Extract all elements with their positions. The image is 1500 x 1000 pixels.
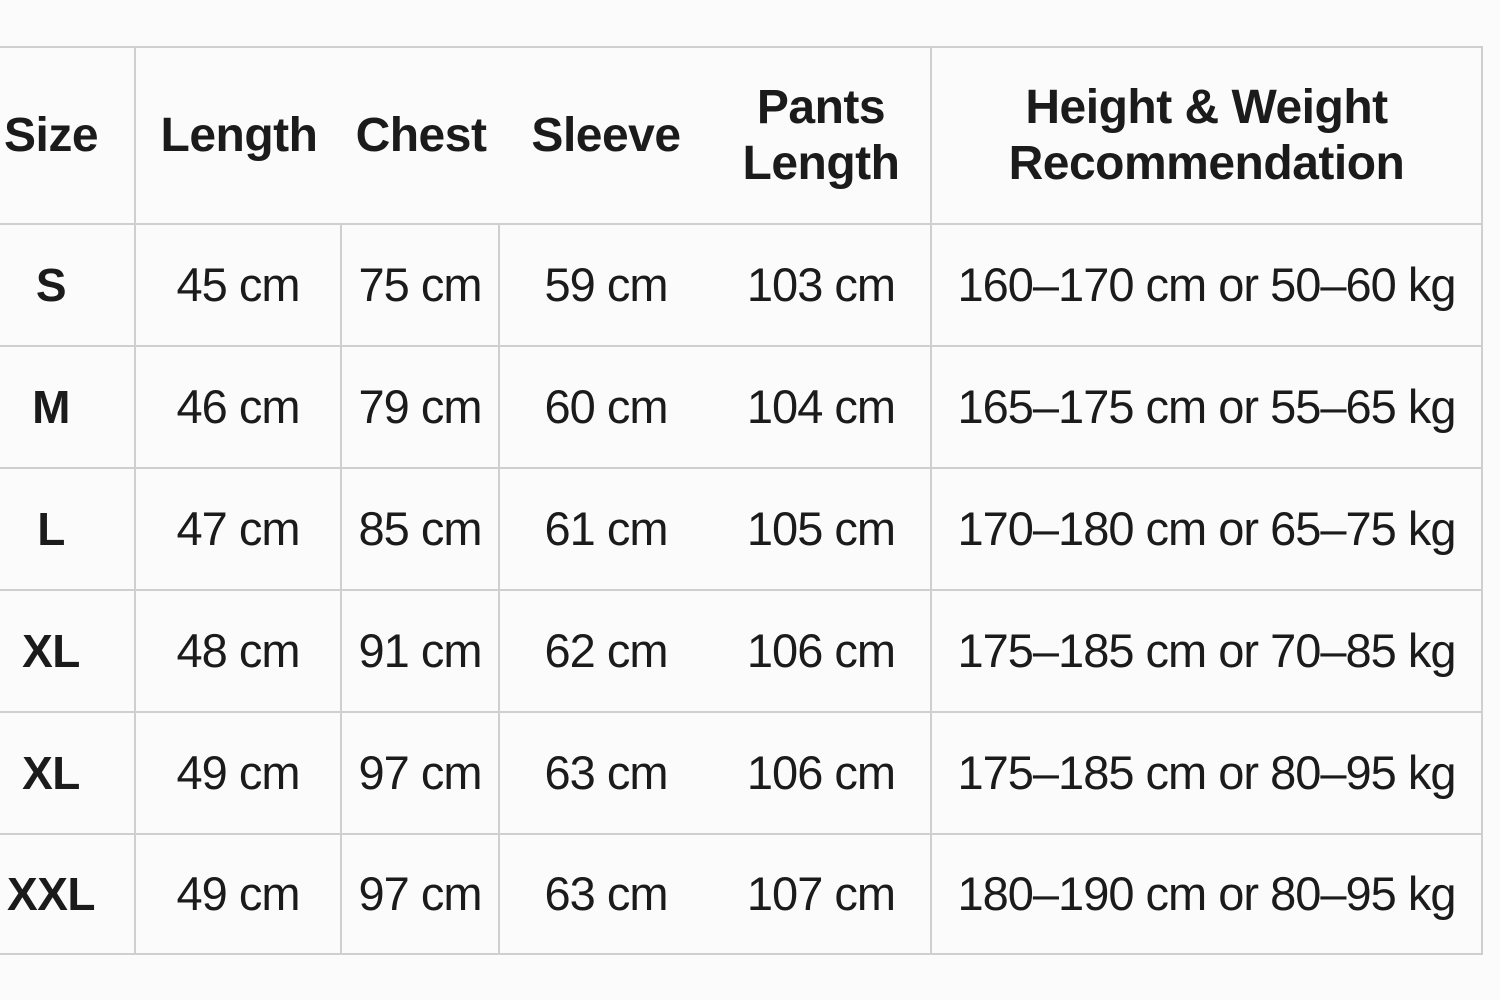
cell-length: 49 cm [136, 711, 342, 833]
table-row [0, 223, 1483, 345]
column-header-size: Size [0, 46, 136, 223]
cell-size: S [0, 223, 136, 345]
cell-chest: 97 cm [342, 711, 500, 833]
cell-chest: 97 cm [342, 833, 500, 955]
column-header-length: Length [136, 46, 342, 223]
table-row [0, 345, 1483, 467]
cell-height-weight: 175–185 cm or 80–95 kg [932, 711, 1483, 833]
column-header-chest: Chest [342, 46, 500, 223]
cell-chest: 79 cm [342, 345, 500, 467]
cell-size: XL [0, 589, 136, 711]
cell-size: XXL [0, 833, 136, 955]
cell-sleeve: 59 cm [500, 223, 712, 345]
column-header-height-weight: Height & Weight Recommendation [932, 46, 1483, 223]
cell-sleeve: 62 cm [500, 589, 712, 711]
cell-pants-length: 106 cm [712, 711, 932, 833]
cell-pants-length: 107 cm [712, 833, 932, 955]
table-row [0, 589, 1483, 711]
cell-height-weight: 180–190 cm or 80–95 kg [932, 833, 1483, 955]
cell-height-weight: 165–175 cm or 55–65 kg [932, 345, 1483, 467]
cell-chest: 85 cm [342, 467, 500, 589]
cell-height-weight: 175–185 cm or 70–85 kg [932, 589, 1483, 711]
cell-height-weight: 170–180 cm or 65–75 kg [932, 467, 1483, 589]
cell-pants-length: 104 cm [712, 345, 932, 467]
cell-height-weight: 160–170 cm or 50–60 kg [932, 223, 1483, 345]
table-body [0, 223, 1483, 955]
cell-length: 48 cm [136, 589, 342, 711]
cell-sleeve: 60 cm [500, 345, 712, 467]
table-header-row [0, 46, 1483, 223]
cell-size: XL [0, 711, 136, 833]
cell-sleeve: 63 cm [500, 711, 712, 833]
cell-pants-length: 103 cm [712, 223, 932, 345]
cell-chest: 91 cm [342, 589, 500, 711]
cell-sleeve: 61 cm [500, 467, 712, 589]
cell-length: 46 cm [136, 345, 342, 467]
cell-pants-length: 106 cm [712, 589, 932, 711]
cell-length: 45 cm [136, 223, 342, 345]
table-row [0, 833, 1483, 955]
cell-size: M [0, 345, 136, 467]
cell-size: L [0, 467, 136, 589]
cell-chest: 75 cm [342, 223, 500, 345]
cell-length: 49 cm [136, 833, 342, 955]
column-header-pants-length: Pants Length [712, 46, 932, 223]
size-chart-table [0, 46, 1483, 955]
table-row [0, 711, 1483, 833]
cell-length: 47 cm [136, 467, 342, 589]
column-header-sleeve: Sleeve [500, 46, 712, 223]
cell-sleeve: 63 cm [500, 833, 712, 955]
cell-pants-length: 105 cm [712, 467, 932, 589]
table-row [0, 467, 1483, 589]
